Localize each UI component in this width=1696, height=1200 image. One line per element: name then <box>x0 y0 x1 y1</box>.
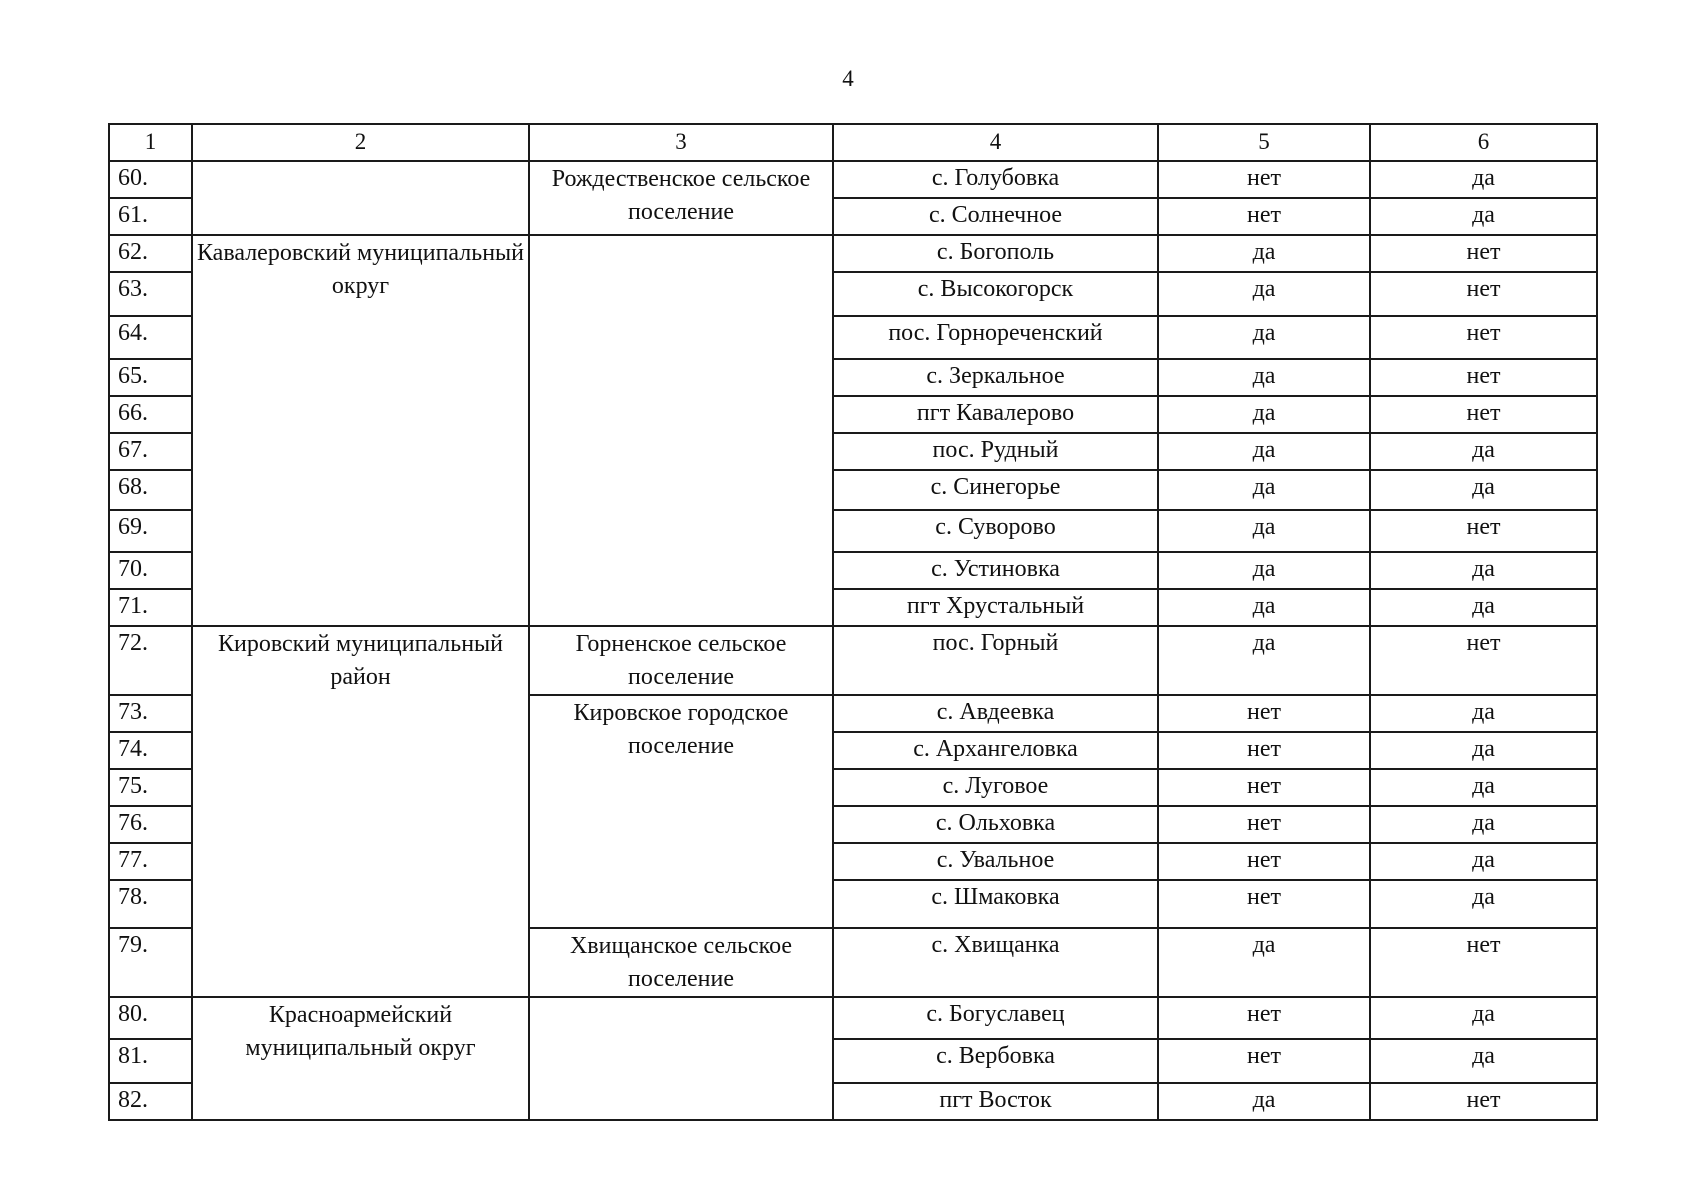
row-number: 78. <box>109 880 192 928</box>
col5-cell: да <box>1158 626 1370 695</box>
row-number: 68. <box>109 470 192 510</box>
col6-cell: нет <box>1370 396 1597 433</box>
settlements-table <box>108 123 1598 1121</box>
col6-cell: да <box>1370 769 1597 806</box>
place-cell: пгт Кавалерово <box>833 396 1158 433</box>
district-cell-empty <box>192 161 529 235</box>
col6-cell: да <box>1370 198 1597 235</box>
row-number: 70. <box>109 552 192 589</box>
place-cell: с. Голубовка <box>833 161 1158 198</box>
col6-cell: нет <box>1370 316 1597 359</box>
col6-cell: нет <box>1370 359 1597 396</box>
col5-cell: да <box>1158 470 1370 510</box>
col6-cell: да <box>1370 843 1597 880</box>
column-header: 4 <box>833 124 1158 161</box>
row-number: 77. <box>109 843 192 880</box>
col6-cell: нет <box>1370 272 1597 316</box>
table-row <box>109 235 1597 272</box>
col5-cell: нет <box>1158 769 1370 806</box>
row-number: 66. <box>109 396 192 433</box>
col5-cell: нет <box>1158 198 1370 235</box>
settlement-group-cell: Рождественское сельское поселение <box>529 161 833 235</box>
row-number: 64. <box>109 316 192 359</box>
col5-cell: нет <box>1158 1039 1370 1083</box>
place-cell: с. Богополь <box>833 235 1158 272</box>
place-cell: с. Хвищанка <box>833 928 1158 997</box>
row-number: 60. <box>109 161 192 198</box>
col5-cell: нет <box>1158 695 1370 732</box>
place-cell: с. Авдеевка <box>833 695 1158 732</box>
row-number: 79. <box>109 928 192 997</box>
table-row <box>109 997 1597 1039</box>
row-number: 62. <box>109 235 192 272</box>
column-header: 6 <box>1370 124 1597 161</box>
row-number: 61. <box>109 198 192 235</box>
col5-cell: да <box>1158 235 1370 272</box>
table-row <box>109 626 1597 695</box>
col5-cell: да <box>1158 1083 1370 1120</box>
row-number: 75. <box>109 769 192 806</box>
row-number: 63. <box>109 272 192 316</box>
place-cell: с. Луговое <box>833 769 1158 806</box>
col5-cell: да <box>1158 359 1370 396</box>
col6-cell: да <box>1370 732 1597 769</box>
col5-cell: да <box>1158 272 1370 316</box>
settlement-group-cell-empty <box>529 235 833 626</box>
column-header: 2 <box>192 124 529 161</box>
column-header: 5 <box>1158 124 1370 161</box>
col5-cell: да <box>1158 316 1370 359</box>
row-number: 65. <box>109 359 192 396</box>
col6-cell: да <box>1370 470 1597 510</box>
settlement-group-cell: Кировское городское поселение <box>529 695 833 928</box>
col5-cell: нет <box>1158 806 1370 843</box>
place-cell: пос. Рудный <box>833 433 1158 470</box>
place-cell: пгт Хрустальный <box>833 589 1158 626</box>
place-cell: с. Архангеловка <box>833 732 1158 769</box>
district-cell: Кавалеровский муниципальный округ <box>192 235 529 626</box>
col6-cell: да <box>1370 806 1597 843</box>
row-number: 74. <box>109 732 192 769</box>
place-cell: с. Увальное <box>833 843 1158 880</box>
col5-cell: нет <box>1158 732 1370 769</box>
col6-cell: нет <box>1370 626 1597 695</box>
settlement-group-cell: Хвищанское сельское поселение <box>529 928 833 997</box>
place-cell: с. Ольховка <box>833 806 1158 843</box>
row-number: 72. <box>109 626 192 695</box>
district-cell: Кировский муниципальный район <box>192 626 529 997</box>
settlement-group-cell-empty <box>529 997 833 1120</box>
row-number: 73. <box>109 695 192 732</box>
col6-cell: да <box>1370 695 1597 732</box>
col6-cell: да <box>1370 880 1597 928</box>
col6-cell: да <box>1370 589 1597 626</box>
col5-cell: нет <box>1158 997 1370 1039</box>
col6-cell: да <box>1370 997 1597 1039</box>
col6-cell: нет <box>1370 1083 1597 1120</box>
col6-cell: нет <box>1370 510 1597 552</box>
place-cell: с. Шмаковка <box>833 880 1158 928</box>
place-cell: с. Богуславец <box>833 997 1158 1039</box>
row-number: 76. <box>109 806 192 843</box>
place-cell: с. Синегорье <box>833 470 1158 510</box>
settlement-group-cell: Горненское сельское поселение <box>529 626 833 695</box>
col5-cell: да <box>1158 510 1370 552</box>
page-number: 4 <box>842 66 854 91</box>
place-cell: пос. Горный <box>833 626 1158 695</box>
col5-cell: нет <box>1158 880 1370 928</box>
table-header-row <box>109 124 1597 161</box>
row-number: 69. <box>109 510 192 552</box>
col6-cell: да <box>1370 552 1597 589</box>
row-number: 71. <box>109 589 192 626</box>
col5-cell: да <box>1158 928 1370 997</box>
col5-cell: нет <box>1158 161 1370 198</box>
table-row <box>109 161 1597 198</box>
place-cell: с. Суворово <box>833 510 1158 552</box>
column-header: 3 <box>529 124 833 161</box>
column-header: 1 <box>109 124 192 161</box>
place-cell: с. Вербовка <box>833 1039 1158 1083</box>
col5-cell: да <box>1158 552 1370 589</box>
col6-cell: да <box>1370 161 1597 198</box>
place-cell: пос. Горнореченский <box>833 316 1158 359</box>
district-cell: Красноармейский муниципальный округ <box>192 997 529 1120</box>
row-number: 82. <box>109 1083 192 1120</box>
place-cell: с. Солнечное <box>833 198 1158 235</box>
place-cell: с. Зеркальное <box>833 359 1158 396</box>
col6-cell: нет <box>1370 235 1597 272</box>
col6-cell: да <box>1370 1039 1597 1083</box>
col6-cell: да <box>1370 433 1597 470</box>
place-cell: пгт Восток <box>833 1083 1158 1120</box>
row-number: 67. <box>109 433 192 470</box>
place-cell: с. Высокогорск <box>833 272 1158 316</box>
col5-cell: да <box>1158 396 1370 433</box>
col5-cell: да <box>1158 433 1370 470</box>
col6-cell: нет <box>1370 928 1597 997</box>
col5-cell: нет <box>1158 843 1370 880</box>
row-number: 80. <box>109 997 192 1039</box>
col5-cell: да <box>1158 589 1370 626</box>
place-cell: с. Устиновка <box>833 552 1158 589</box>
row-number: 81. <box>109 1039 192 1083</box>
